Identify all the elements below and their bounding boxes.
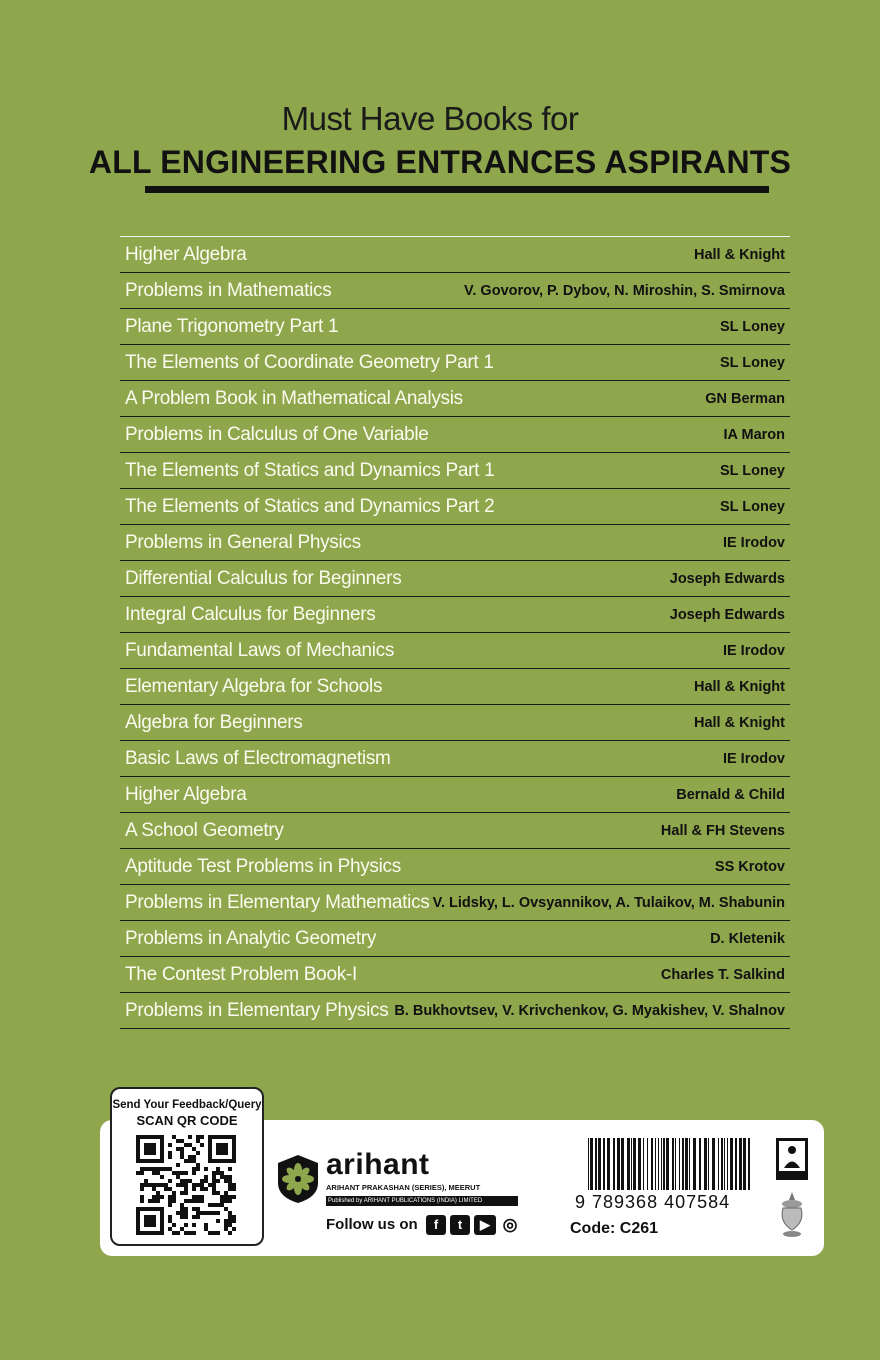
book-title: Higher Algebra <box>125 243 247 265</box>
barcode <box>588 1138 754 1190</box>
cover-header <box>0 100 880 181</box>
book-row <box>120 957 790 993</box>
book-title: Differential Calculus for Beginners <box>125 567 402 589</box>
book-title: The Elements of Statics and Dynamics Part 1 <box>125 459 495 481</box>
book-title: Elementary Algebra for Schools <box>125 675 383 697</box>
book-author: B. Bukhovtsev, V. Krivchenkov, G. Myakishev, V. Shalnov <box>394 1002 785 1019</box>
book-author: Bernald & Child <box>676 786 785 803</box>
book-title: Problems in Mathematics <box>125 279 332 301</box>
book-row <box>120 849 790 885</box>
qr-box <box>110 1087 264 1246</box>
book-row <box>120 885 790 921</box>
book-author: D. Kletenik <box>710 930 785 947</box>
book-row <box>120 633 790 669</box>
book-author: IA Maron <box>723 426 785 443</box>
book-row <box>120 525 790 561</box>
book-row <box>120 345 790 381</box>
book-author: SL Loney <box>720 498 785 515</box>
book-title: Problems in Elementary Physics <box>125 999 389 1021</box>
book-author: SS Krotov <box>714 858 785 875</box>
arihant-logo-icon <box>276 1153 320 1205</box>
book-list <box>120 236 790 1029</box>
book-author: Joseph Edwards <box>669 570 785 587</box>
book-title: Problems in Analytic Geometry <box>125 927 377 949</box>
book-title: The Elements of Coordinate Geometry Part 1 <box>125 351 494 373</box>
book-row <box>120 561 790 597</box>
book-row <box>120 669 790 705</box>
book-author: SL Loney <box>720 354 785 371</box>
book-row <box>120 489 790 525</box>
brand-subtitle: ARIHANT PRAKASHAN (SERIES), MEERUT <box>326 1183 481 1192</box>
isbn-number: 9 789368 407584 <box>575 1192 731 1212</box>
book-title: Problems in Calculus of One Variable <box>125 423 429 445</box>
instagram-icon[interactable]: ◎ <box>500 1215 520 1235</box>
book-author: V. Lidsky, L. Ovsyannikov, A. Tulaikov, M. Shabunin <box>432 894 785 911</box>
book-row <box>120 813 790 849</box>
book-author: GN Berman <box>705 390 785 407</box>
kalash-emblem-icon <box>777 1190 807 1240</box>
book-row <box>120 597 790 633</box>
book-row <box>120 381 790 417</box>
qr-caption: Send Your Feedback/Query <box>112 1099 262 1111</box>
twitter-icon[interactable]: t <box>450 1215 470 1235</box>
book-author: IE Irodov <box>722 750 785 767</box>
book-row <box>120 705 790 741</box>
brand-name: arihant <box>326 1148 430 1181</box>
book-title: Problems in Elementary Mathematics <box>125 891 430 913</box>
publisher-emblem-icon <box>775 1137 809 1181</box>
qr-instruction: SCAN QR CODE <box>136 1113 238 1128</box>
book-title: A Problem Book in Mathematical Analysis <box>125 387 463 409</box>
book-row <box>120 236 790 273</box>
book-author: SL Loney <box>720 318 785 335</box>
follow-label: Follow us on <box>326 1216 418 1233</box>
book-title: Problems in General Physics <box>125 531 361 553</box>
book-row <box>120 309 790 345</box>
book-author: Hall & Knight <box>693 714 785 731</box>
youtube-icon[interactable]: ▶ <box>474 1215 496 1235</box>
book-row <box>120 741 790 777</box>
book-author: Joseph Edwards <box>669 606 785 623</box>
book-title: Higher Algebra <box>125 783 247 805</box>
header-title: ALL ENGINEERING ENTRANCES ASPIRANTS <box>88 144 792 180</box>
book-author: IE Irodov <box>722 534 785 551</box>
book-author: Charles T. Salkind <box>660 966 785 983</box>
book-author: IE Irodov <box>722 642 785 659</box>
book-row <box>120 273 790 309</box>
book-row <box>120 453 790 489</box>
book-title: The Elements of Statics and Dynamics Part 2 <box>125 495 495 517</box>
book-author: SL Loney <box>720 462 785 479</box>
header-subtitle: Must Have Books for <box>281 100 579 137</box>
publisher-line: Published by ARIHANT PUBLICATIONS (INDIA) LIMITED <box>326 1196 518 1206</box>
book-author: V. Govorov, P. Dybov, N. Miroshin, S. Smirnova <box>464 282 785 299</box>
book-title: Integral Calculus for Beginners <box>125 603 376 625</box>
book-title: A School Geometry <box>125 819 284 841</box>
book-title: Basic Laws of Electromagnetism <box>125 747 391 769</box>
qr-code[interactable] <box>136 1135 236 1235</box>
book-author: Hall & Knight <box>693 246 785 263</box>
title-underline <box>145 186 769 193</box>
book-code: Code: C261 <box>570 1220 659 1237</box>
book-author: Hall & FH Stevens <box>660 822 785 839</box>
book-title: The Contest Problem Book-I <box>125 963 357 985</box>
book-author: Hall & Knight <box>693 678 785 695</box>
book-title: Fundamental Laws of Mechanics <box>125 639 395 661</box>
book-row <box>120 777 790 813</box>
book-title: Algebra for Beginners <box>125 711 303 733</box>
book-row <box>120 993 790 1029</box>
book-title: Plane Trigonometry Part 1 <box>125 315 339 337</box>
facebook-icon[interactable]: f <box>426 1215 446 1235</box>
book-row <box>120 417 790 453</box>
book-title: Aptitude Test Problems in Physics <box>125 855 401 877</box>
book-row <box>120 921 790 957</box>
